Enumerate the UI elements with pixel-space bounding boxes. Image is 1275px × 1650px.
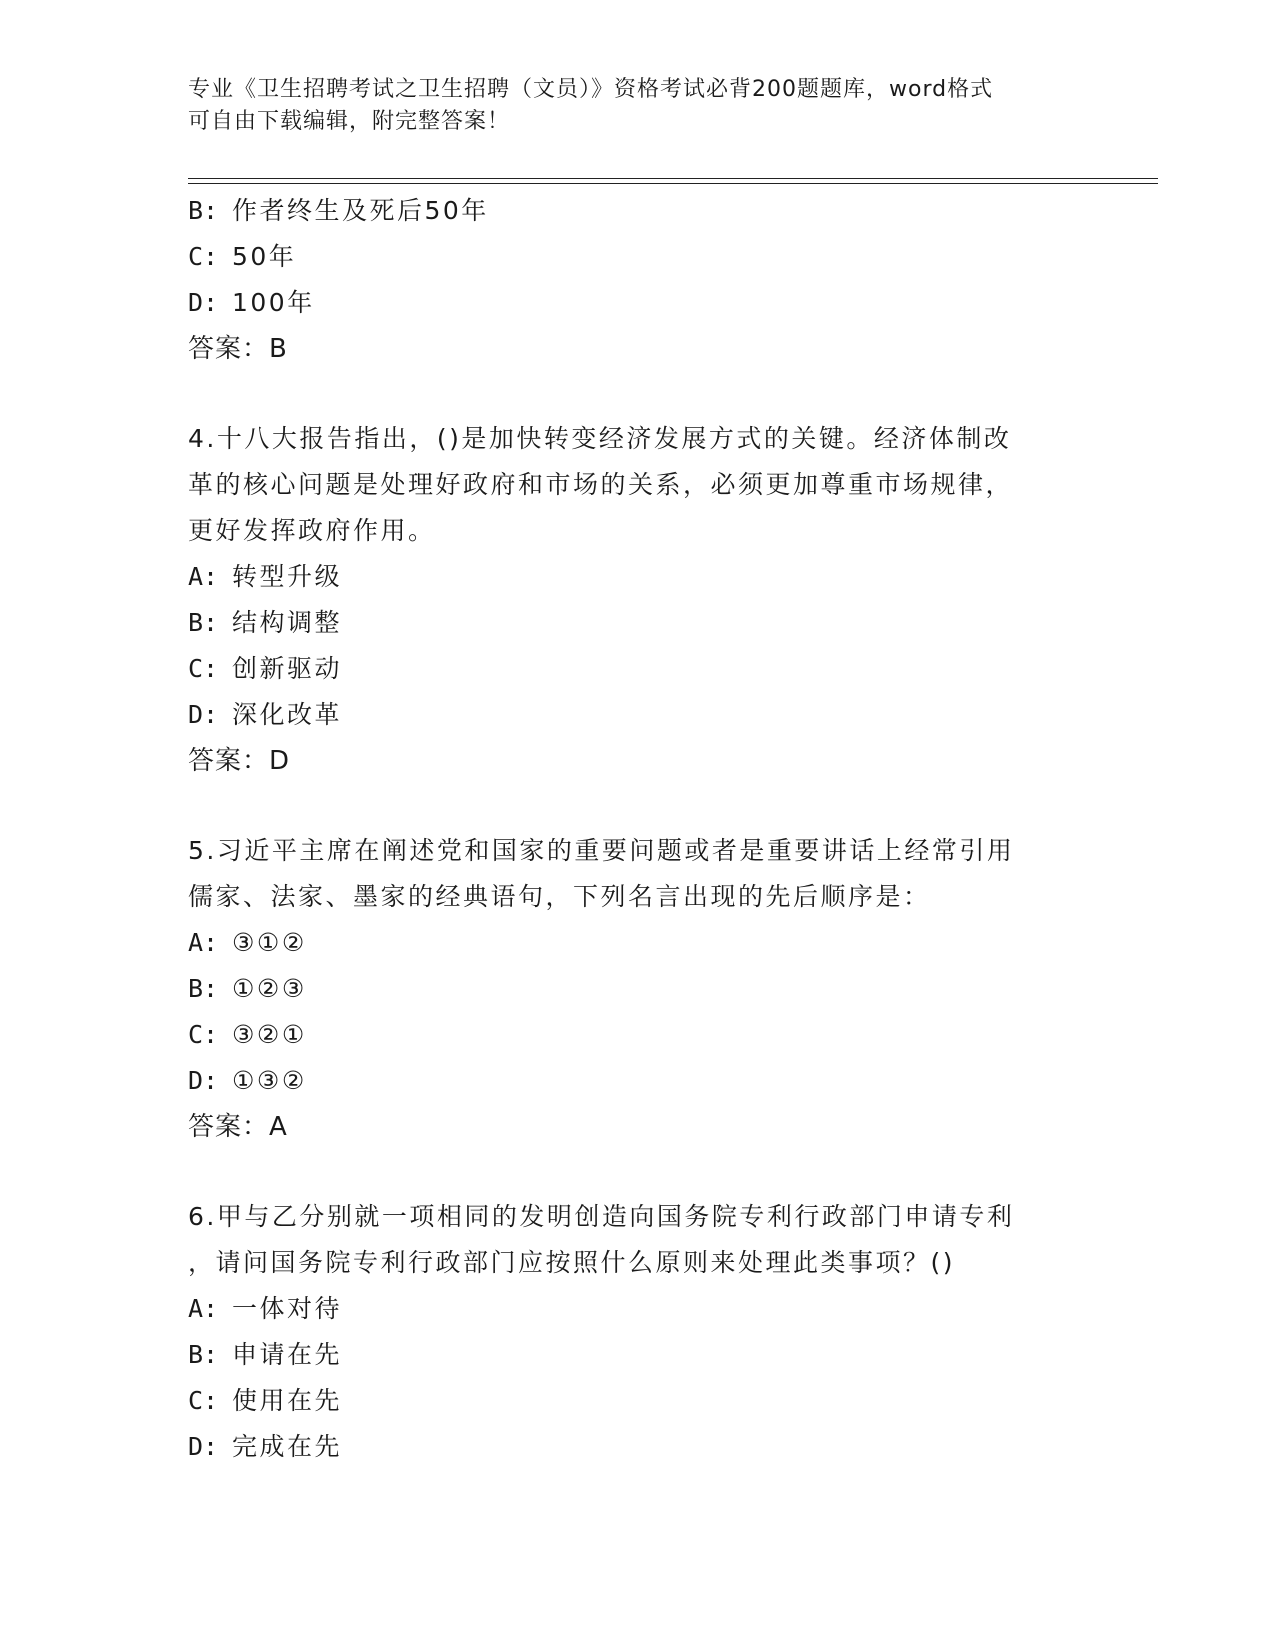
question-text-line: 儒家、法家、墨家的经典语句，下列名言出现的先后顺序是： (188, 882, 931, 911)
option-text: 申请在先 (232, 1340, 343, 1369)
option-key: A: (188, 1294, 219, 1323)
option-text: ①③② (232, 1066, 307, 1095)
option-key: C: (188, 1020, 219, 1049)
question-content (188, 188, 1088, 1470)
option-a (188, 1286, 1088, 1332)
option-text: 转型升级 (232, 562, 343, 591)
option-b (188, 600, 1088, 646)
option-key: C: (188, 242, 219, 271)
option-text: ③②① (232, 1020, 307, 1049)
option-text: ③①② (232, 928, 307, 957)
question-5-block (188, 828, 1088, 1150)
question-text-line: 更好发挥政府作用。 (188, 516, 436, 545)
answer-line: 答案：A (188, 1112, 288, 1142)
option-a (188, 554, 1088, 600)
question-text-line: 6.甲与乙分别就一项相同的发明创造向国务院专利行政部门申请专利 (188, 1202, 1015, 1231)
option-key: D: (188, 1066, 219, 1095)
option-text: 50年 (232, 242, 297, 271)
option-b (188, 1332, 1088, 1378)
option-text: ①②③ (232, 974, 307, 1003)
option-key: B: (188, 196, 219, 225)
spacer (188, 372, 1088, 416)
header-divider-top (188, 178, 1158, 179)
option-c (188, 646, 1088, 692)
option-c (188, 1012, 1088, 1058)
option-c (188, 1378, 1088, 1424)
option-key: B: (188, 608, 219, 637)
option-text: 作者终生及死后50年 (232, 196, 489, 225)
option-d (188, 280, 1088, 326)
spacer (188, 1150, 1088, 1194)
option-key: C: (188, 1386, 219, 1415)
option-b (188, 188, 1088, 234)
question-text-line: ，请问国务院专利行政部门应按照什么原则来处理此类事项？() (188, 1248, 956, 1277)
header-divider-bottom (188, 183, 1158, 184)
option-text: 创新驱动 (232, 654, 343, 683)
option-key: C: (188, 654, 219, 683)
option-text: 深化改革 (232, 700, 343, 729)
option-key: A: (188, 928, 219, 957)
document-header (188, 74, 1088, 138)
answer-line: 答案：B (188, 334, 288, 364)
option-text: 100年 (232, 288, 315, 317)
header-title-line-2: 可自由下载编辑，附完整答案！ (188, 109, 511, 134)
spacer (188, 784, 1088, 828)
option-text: 一体对待 (232, 1294, 343, 1323)
option-key: B: (188, 1340, 219, 1369)
option-key: B: (188, 974, 219, 1003)
answer-line: 答案：D (188, 746, 291, 776)
option-key: D: (188, 700, 219, 729)
option-b (188, 966, 1088, 1012)
question-text-line: 5.习近平主席在阐述党和国家的重要问题或者是重要讲话上经常引用 (188, 836, 1015, 865)
option-d (188, 1058, 1088, 1104)
question-6-block (188, 1194, 1088, 1470)
question-3-block (188, 188, 1088, 372)
option-d (188, 692, 1088, 738)
option-d (188, 1424, 1088, 1470)
option-key: D: (188, 288, 219, 317)
option-text: 完成在先 (232, 1432, 343, 1461)
question-text-line: 革的核心问题是处理好政府和市场的关系，必须更加尊重市场规律， (188, 470, 1014, 499)
question-text-line: 4.十八大报告指出，()是加快转变经济发展方式的关键。经济体制改 (188, 424, 1012, 453)
header-title-line-1: 专业《卫生招聘考试之卫生招聘（文员）》资格考试必背200题题库，word格式 (188, 77, 994, 102)
option-text: 结构调整 (232, 608, 343, 637)
option-key: D: (188, 1432, 219, 1461)
option-a (188, 920, 1088, 966)
option-c (188, 234, 1088, 280)
option-key: A: (188, 562, 219, 591)
question-4-block (188, 416, 1088, 784)
option-text: 使用在先 (232, 1386, 343, 1415)
